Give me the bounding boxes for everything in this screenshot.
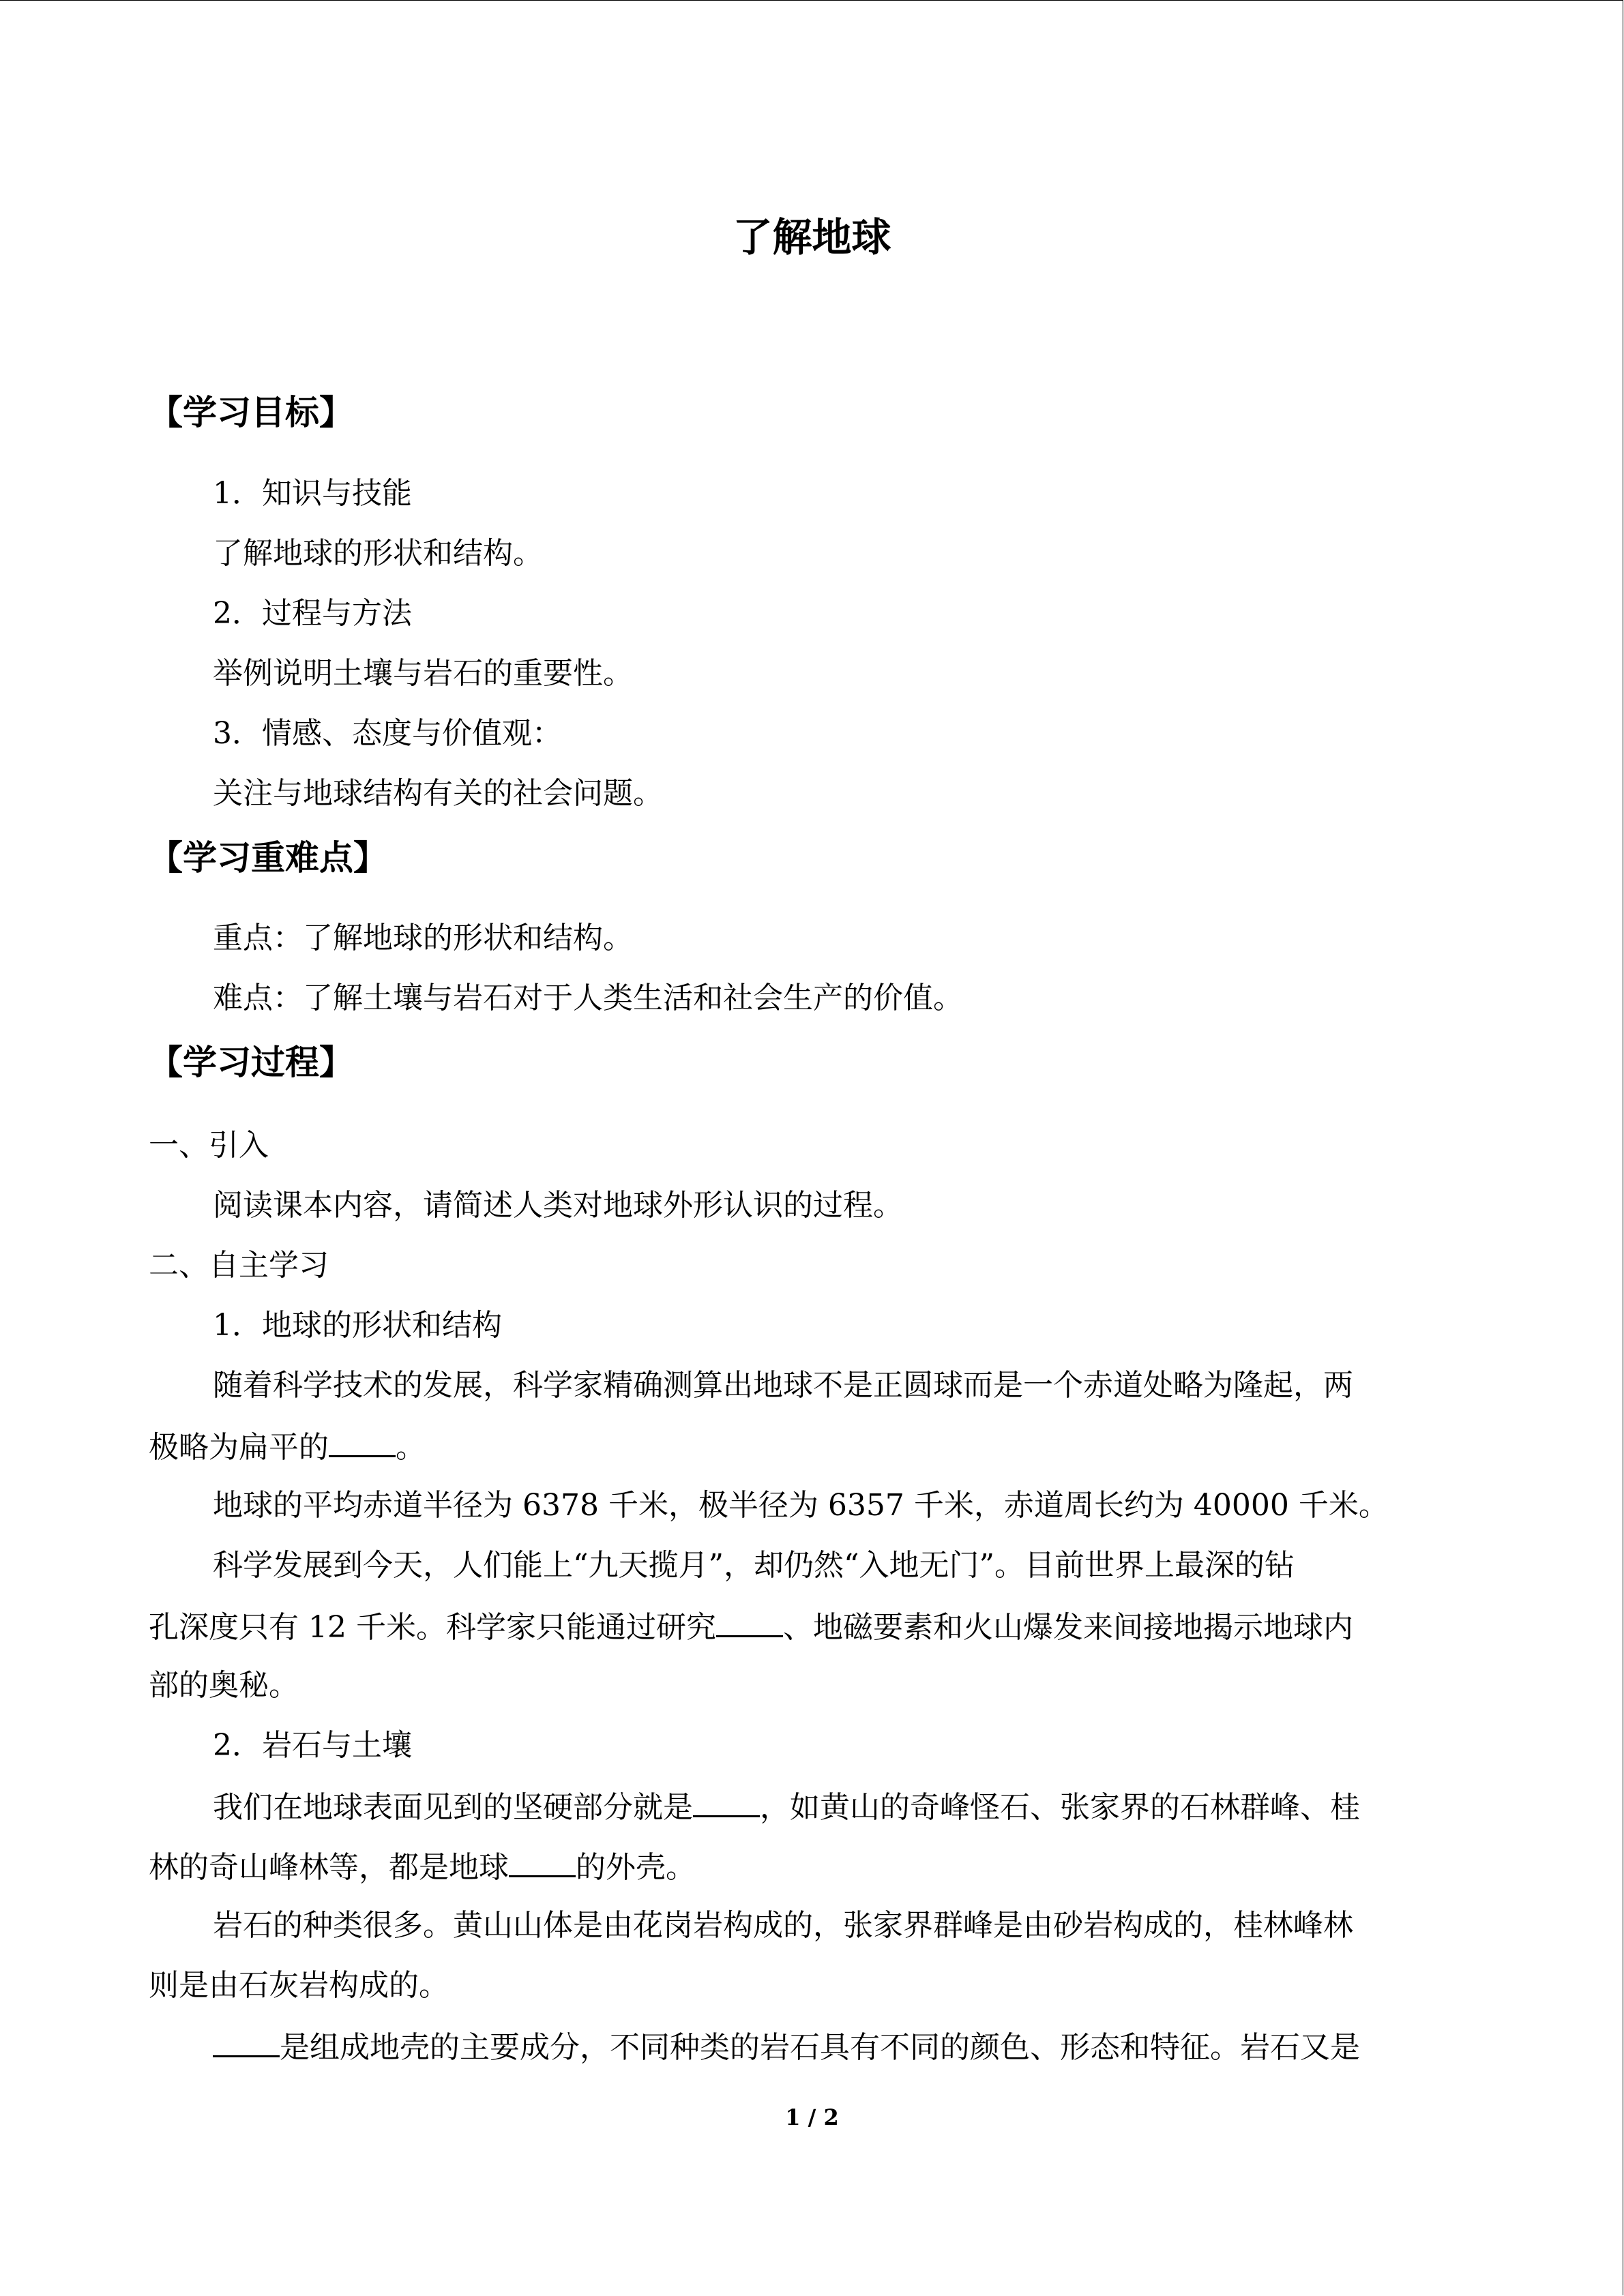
keypoints-heading: 【学习重难点】: [149, 838, 387, 878]
paragraph-6-text: 是组成地壳的主要成分，不同种类的岩石具有不同的颜色、形态和特征。岩石又是: [280, 2030, 1360, 2065]
part2-title: 二、自主学习: [149, 1248, 329, 1283]
paragraph-3-line-1: 科学发展到今天，人们能上“九天揽月”，却仍然“入地无门”。目前世界上最深的钻: [213, 1548, 1295, 1583]
paragraph-4-text-c: 林的奇山峰林等，都是地球: [149, 1850, 509, 1885]
paragraph-5-line-2: 则是由石灰岩构成的。: [149, 1968, 449, 2003]
document-title: 了解地球: [733, 214, 891, 260]
objective-3-text: 关注与地球结构有关的社会问题。: [213, 776, 663, 811]
paragraph-6-line-1: [213, 2025, 1360, 2068]
part1-text: 阅读课本内容，请简述人类对地球外形认识的过程。: [213, 1188, 903, 1223]
paragraph-5-line-1: 岩石的种类很多。黄山山体是由花岗岩构成的，张家界群峰是由砂岩构成的，桂林峰林: [213, 1908, 1353, 1943]
paragraph-4-text-a: 我们在地球表面见到的坚硬部分就是: [213, 1790, 693, 1825]
paragraph-4-line-2: [149, 1845, 696, 1888]
page-number: 1 / 2: [785, 2104, 839, 2130]
paragraph-4-text-d: 的外壳。: [576, 1850, 696, 1885]
paragraph-1-line-1: 随着科学技术的发展，科学家精确测算出地球不是正圆球而是一个赤道处略为隆起，两: [213, 1368, 1353, 1403]
objective-2-title: 2．过程与方法: [213, 596, 412, 631]
objective-1-text: 了解地球的形状和结构。: [213, 536, 543, 571]
fill-blank-1: [329, 1425, 396, 1457]
sub1-title: 1．地球的形状和结构: [213, 1308, 502, 1343]
fill-blank-5: [213, 2025, 280, 2057]
objective-1-title: 1．知识与技能: [213, 476, 412, 511]
paragraph-4-text-b: ，如黄山的奇峰怪石、张家界的石林群峰、桂: [760, 1790, 1360, 1825]
process-heading: 【学习过程】: [149, 1043, 353, 1082]
paragraph-4-line-1: [213, 1785, 1360, 1828]
sub2-title: 2．岩石与土壤: [213, 1728, 412, 1763]
paragraph-3-text-b: 、地磁要素和火山爆发来间接地揭示地球内: [782, 1610, 1353, 1645]
objective-2-text: 举例说明土壤与岩石的重要性。: [213, 656, 633, 691]
paragraph-2: 地球的平均赤道半径为 6378 千米，极半径为 6357 千米，赤道周长约为 40000 千米。: [213, 1488, 1389, 1523]
paragraph-1-text-a: 极略为扁平的: [149, 1430, 329, 1465]
paragraph-1-text-b: 。: [396, 1430, 426, 1465]
difficult-point: 难点：了解土壤与岩石对于人类生活和社会生产的价值。: [213, 981, 963, 1015]
key-point: 重点：了解地球的形状和结构。: [213, 921, 633, 955]
paragraph-3-line-3: 部的奥秘。: [149, 1668, 299, 1703]
fill-blank-2: [716, 1605, 783, 1637]
part1-title: 一、引入: [149, 1128, 269, 1163]
fill-blank-4: [509, 1845, 576, 1877]
objectives-heading: 【学习目标】: [149, 393, 353, 432]
paragraph-3-text-a: 孔深度只有 12 千米。科学家只能通过研究: [149, 1610, 716, 1645]
fill-blank-3: [693, 1785, 760, 1817]
objective-3-title: 3．情感、态度与价值观：: [213, 716, 562, 751]
paragraph-1-line-2: [149, 1425, 426, 1468]
paragraph-3-line-2: [149, 1605, 1353, 1648]
